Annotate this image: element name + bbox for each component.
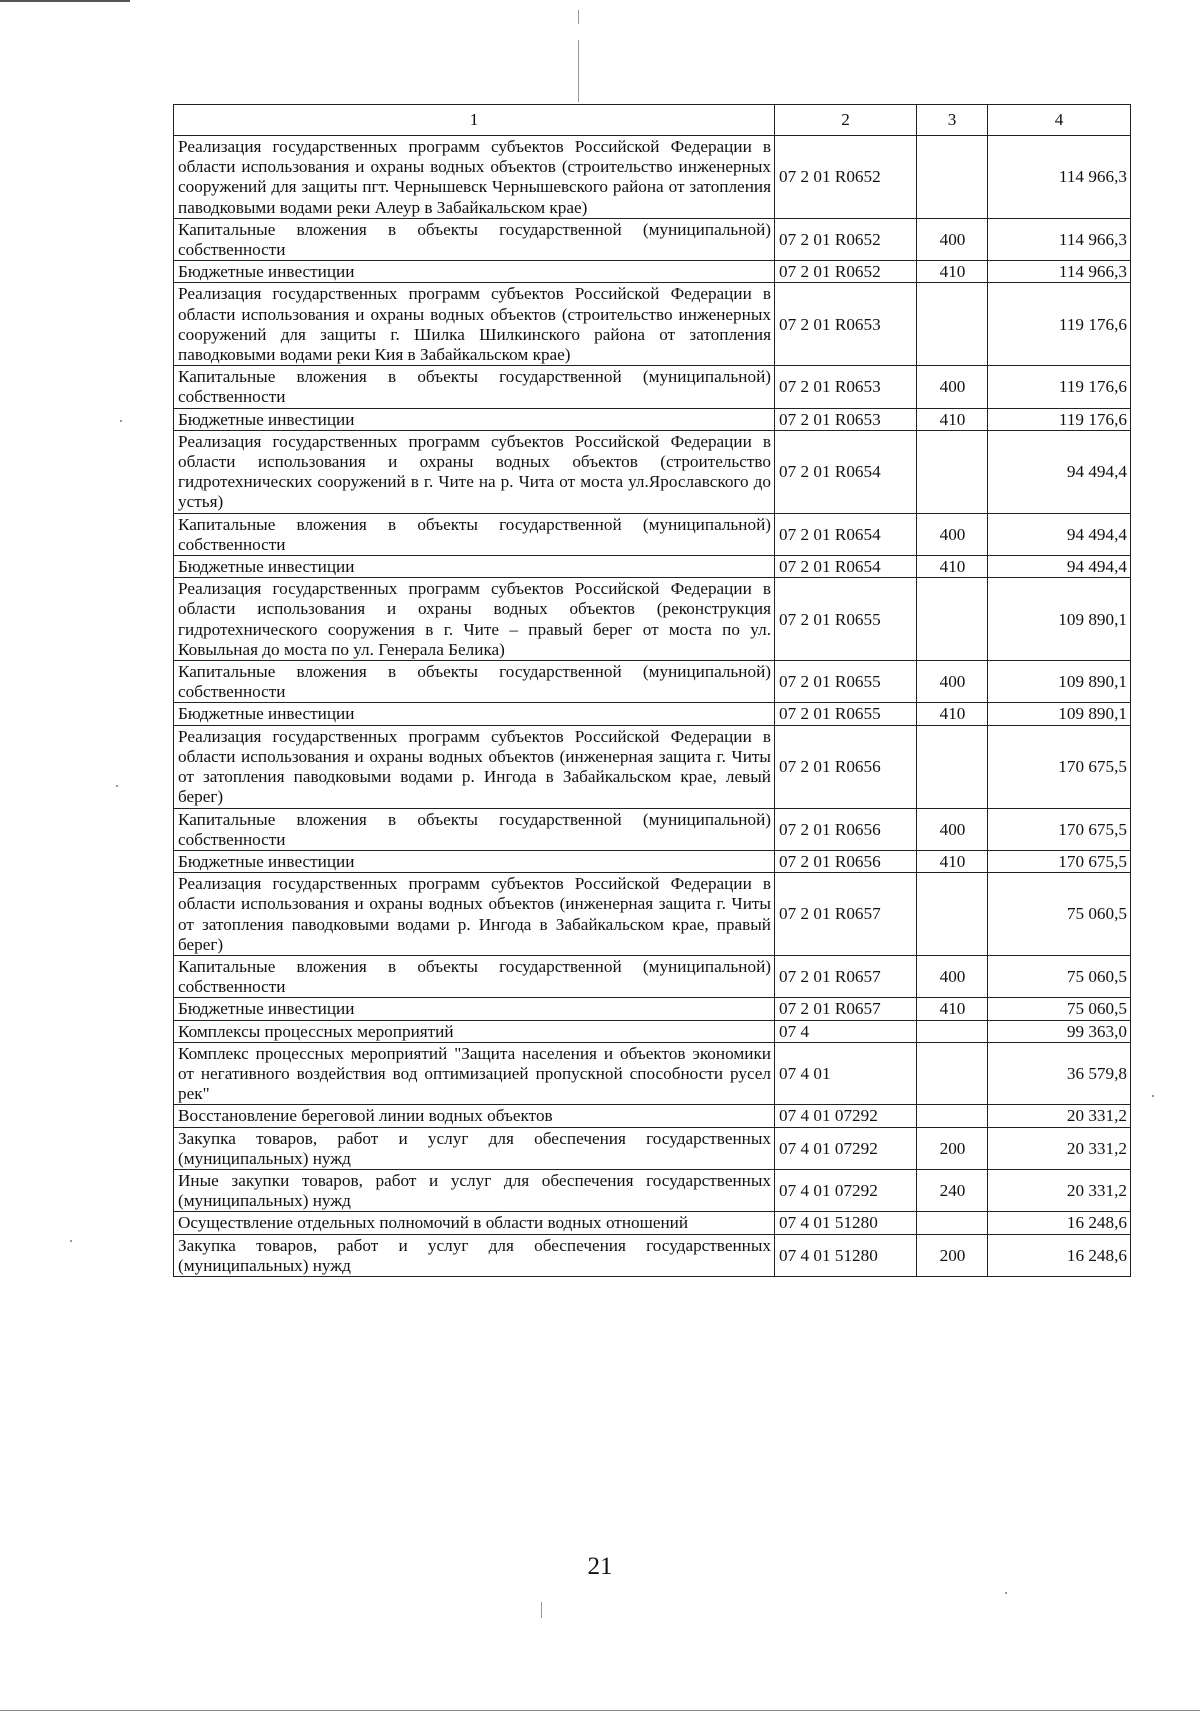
row-code-cell: 07 2 01 R0654: [775, 430, 917, 513]
row-name-cell: Капитальные вложения в объекты государственной (муниципальной) собственности: [174, 513, 775, 555]
row-sum-cell: 94 494,4: [988, 556, 1131, 578]
row-code-cell: 07 2 01 R0653: [775, 366, 917, 408]
table-row: [174, 1169, 1131, 1211]
row-code-cell: 07 4: [775, 1020, 917, 1042]
row-sum-cell: 20 331,2: [988, 1105, 1131, 1127]
row-sum-cell: 20 331,2: [988, 1127, 1131, 1169]
row-name-cell: Реализация государственных программ субъектов Российской Федерации в области использования и охраны водных объектов (инженерная защита г. Читы от затопления паводковыми водами р. Ингода в Забайкальском крае, правый берег): [174, 873, 775, 956]
row-name-cell: Реализация государственных программ субъектов Российской Федерации в области использования и охраны водных объектов (строительство гидротехнических сооружений в г. Чите на р. Чита от моста ул.Ярославского до устья): [174, 430, 775, 513]
row-name-cell: Восстановление береговой линии водных объектов: [174, 1105, 775, 1127]
table-row: [174, 1234, 1131, 1276]
row-code-cell: 07 2 01 R0654: [775, 513, 917, 555]
row-type-cell: 400: [917, 513, 988, 555]
row-code-cell: 07 2 01 R0657: [775, 998, 917, 1020]
table-row: [174, 556, 1131, 578]
row-code-cell: 07 2 01 R0652: [775, 261, 917, 283]
row-sum-cell: 119 176,6: [988, 366, 1131, 408]
row-type-cell: 410: [917, 998, 988, 1020]
row-code-cell: 07 2 01 R0652: [775, 218, 917, 260]
row-name-cell: Закупка товаров, работ и услуг для обеспечения государственных (муниципальных) нужд: [174, 1127, 775, 1169]
table-row: [174, 873, 1131, 956]
scan-artifact-fold-top: [578, 10, 579, 24]
row-sum-cell: 16 248,6: [988, 1234, 1131, 1276]
row-code-cell: 07 2 01 R0656: [775, 808, 917, 850]
row-type-cell: 400: [917, 808, 988, 850]
table-row: [174, 661, 1131, 703]
row-sum-cell: 119 176,6: [988, 283, 1131, 366]
row-type-cell: [917, 578, 988, 661]
table-header-row: [174, 105, 1131, 136]
row-type-cell: 410: [917, 703, 988, 725]
row-name-cell: Бюджетные инвестиции: [174, 408, 775, 430]
row-sum-cell: 109 890,1: [988, 578, 1131, 661]
row-sum-cell: 109 890,1: [988, 703, 1131, 725]
row-name-cell: Реализация государственных программ субъектов Российской Федерации в области использования и охраны водных объектов (реконструкция гидротехнического сооружения в г. Чите – правый берег от моста по ул. Ковыльная до моста по ул. Генерала Белика): [174, 578, 775, 661]
row-code-cell: 07 4 01 07292: [775, 1169, 917, 1211]
row-type-cell: 410: [917, 408, 988, 430]
table-row: [174, 408, 1131, 430]
table-row: [174, 578, 1131, 661]
row-type-cell: 200: [917, 1234, 988, 1276]
row-name-cell: Бюджетные инвестиции: [174, 703, 775, 725]
row-type-cell: 400: [917, 366, 988, 408]
row-name-cell: Бюджетные инвестиции: [174, 556, 775, 578]
row-sum-cell: 16 248,6: [988, 1212, 1131, 1234]
row-sum-cell: 119 176,6: [988, 408, 1131, 430]
row-type-cell: [917, 430, 988, 513]
row-code-cell: 07 4 01 51280: [775, 1234, 917, 1276]
table-row: [174, 1127, 1131, 1169]
scan-speck: [70, 1240, 72, 1242]
row-type-cell: 410: [917, 261, 988, 283]
table-row: [174, 430, 1131, 513]
row-name-cell: Комплекс процессных мероприятий "Защита населения и объектов экономики от негативного воздействия вод оптимизацией пропускной способности русел рек": [174, 1042, 775, 1105]
row-type-cell: [917, 1020, 988, 1042]
row-name-cell: Капитальные вложения в объекты государственной (муниципальной) собственности: [174, 366, 775, 408]
scan-speck: [1152, 1095, 1154, 1097]
table-row: [174, 1105, 1131, 1127]
table-row: [174, 1020, 1131, 1042]
scan-speck: [116, 785, 118, 787]
scan-artifact-bottom: [0, 1710, 1200, 1711]
table-row: [174, 725, 1131, 808]
row-name-cell: Бюджетные инвестиции: [174, 998, 775, 1020]
row-type-cell: 200: [917, 1127, 988, 1169]
header-col-4: 4: [988, 105, 1131, 136]
header-col-1: 1: [174, 105, 775, 136]
row-name-cell: Бюджетные инвестиции: [174, 850, 775, 872]
table-row: [174, 366, 1131, 408]
header-col-2: 2: [775, 105, 917, 136]
row-sum-cell: 114 966,3: [988, 261, 1131, 283]
row-code-cell: 07 4 01: [775, 1042, 917, 1105]
row-sum-cell: 36 579,8: [988, 1042, 1131, 1105]
row-type-cell: 410: [917, 850, 988, 872]
row-sum-cell: 94 494,4: [988, 513, 1131, 555]
row-type-cell: [917, 873, 988, 956]
row-sum-cell: 114 966,3: [988, 218, 1131, 260]
table-row: [174, 850, 1131, 872]
row-type-cell: [917, 283, 988, 366]
row-name-cell: Капитальные вложения в объекты государственной (муниципальной) собственности: [174, 955, 775, 997]
table-row: [174, 283, 1131, 366]
row-sum-cell: 170 675,5: [988, 725, 1131, 808]
scan-artifact-top: [0, 0, 130, 2]
page-number: 21: [587, 1553, 613, 1580]
scan-speck: [1005, 1592, 1007, 1594]
row-code-cell: 07 2 01 R0655: [775, 661, 917, 703]
header-col-3: 3: [917, 105, 988, 136]
row-sum-cell: 75 060,5: [988, 955, 1131, 997]
table-row: [174, 998, 1131, 1020]
row-type-cell: [917, 136, 988, 219]
row-name-cell: Капитальные вложения в объекты государственной (муниципальной) собственности: [174, 661, 775, 703]
table-row: [174, 261, 1131, 283]
row-name-cell: Осуществление отдельных полномочий в области водных отношений: [174, 1212, 775, 1234]
row-name-cell: Реализация государственных программ субъектов Российской Федерации в области использования и охраны водных объектов (строительство инженерных сооружений для защиты г. Шилка Шилкинского района от затопления паводковыми водами реки Кия в Забайкальском крае): [174, 283, 775, 366]
table-row: [174, 1042, 1131, 1105]
row-type-cell: 400: [917, 218, 988, 260]
row-sum-cell: 170 675,5: [988, 850, 1131, 872]
row-sum-cell: 114 966,3: [988, 136, 1131, 219]
table-row: [174, 1212, 1131, 1234]
table-row: [174, 218, 1131, 260]
row-sum-cell: 170 675,5: [988, 808, 1131, 850]
row-sum-cell: 94 494,4: [988, 430, 1131, 513]
row-name-cell: Капитальные вложения в объекты государственной (муниципальной) собственности: [174, 218, 775, 260]
table-row: [174, 703, 1131, 725]
row-sum-cell: 20 331,2: [988, 1169, 1131, 1211]
row-type-cell: 400: [917, 661, 988, 703]
row-type-cell: [917, 1105, 988, 1127]
row-sum-cell: 75 060,5: [988, 873, 1131, 956]
row-code-cell: 07 2 01 R0655: [775, 703, 917, 725]
row-sum-cell: 75 060,5: [988, 998, 1131, 1020]
row-code-cell: 07 2 01 R0653: [775, 408, 917, 430]
scan-artifact-fold-bottom: [541, 1602, 542, 1618]
table-body: [174, 136, 1131, 1277]
table-row: [174, 513, 1131, 555]
scan-artifact-fold: [578, 40, 579, 102]
row-code-cell: 07 2 01 R0657: [775, 873, 917, 956]
row-name-cell: Комплексы процессных мероприятий: [174, 1020, 775, 1042]
scan-speck: [120, 420, 122, 422]
row-code-cell: 07 2 01 R0653: [775, 283, 917, 366]
budget-allocation-table: [173, 104, 1131, 1277]
table-row: [174, 955, 1131, 997]
row-name-cell: Бюджетные инвестиции: [174, 261, 775, 283]
row-code-cell: 07 2 01 R0656: [775, 850, 917, 872]
row-name-cell: Реализация государственных программ субъектов Российской Федерации в области использования и охраны водных объектов (инженерная защита г. Читы от затопления паводковыми водами р. Ингода в Забайкальском крае, левый берег): [174, 725, 775, 808]
row-code-cell: 07 2 01 R0652: [775, 136, 917, 219]
row-type-cell: 240: [917, 1169, 988, 1211]
row-name-cell: Реализация государственных программ субъектов Российской Федерации в области использования и охраны водных объектов (строительство инженерных сооружений для защиты пгт. Чернышевск Чернышевского района от затопления паводковыми водами реки Алеур в Забайкальском крае): [174, 136, 775, 219]
row-name-cell: Капитальные вложения в объекты государственной (муниципальной) собственности: [174, 808, 775, 850]
row-type-cell: [917, 1042, 988, 1105]
table-row: [174, 808, 1131, 850]
row-code-cell: 07 2 01 R0655: [775, 578, 917, 661]
row-name-cell: Иные закупки товаров, работ и услуг для обеспечения государственных (муниципальных) нужд: [174, 1169, 775, 1211]
row-sum-cell: 109 890,1: [988, 661, 1131, 703]
row-code-cell: 07 2 01 R0654: [775, 556, 917, 578]
row-code-cell: 07 4 01 07292: [775, 1105, 917, 1127]
row-code-cell: 07 4 01 07292: [775, 1127, 917, 1169]
row-code-cell: 07 2 01 R0656: [775, 725, 917, 808]
table-row: [174, 136, 1131, 219]
row-name-cell: Закупка товаров, работ и услуг для обеспечения государственных (муниципальных) нужд: [174, 1234, 775, 1276]
row-type-cell: [917, 1212, 988, 1234]
row-type-cell: 400: [917, 955, 988, 997]
row-code-cell: 07 2 01 R0657: [775, 955, 917, 997]
row-type-cell: [917, 725, 988, 808]
row-type-cell: 410: [917, 556, 988, 578]
row-sum-cell: 99 363,0: [988, 1020, 1131, 1042]
row-code-cell: 07 4 01 51280: [775, 1212, 917, 1234]
